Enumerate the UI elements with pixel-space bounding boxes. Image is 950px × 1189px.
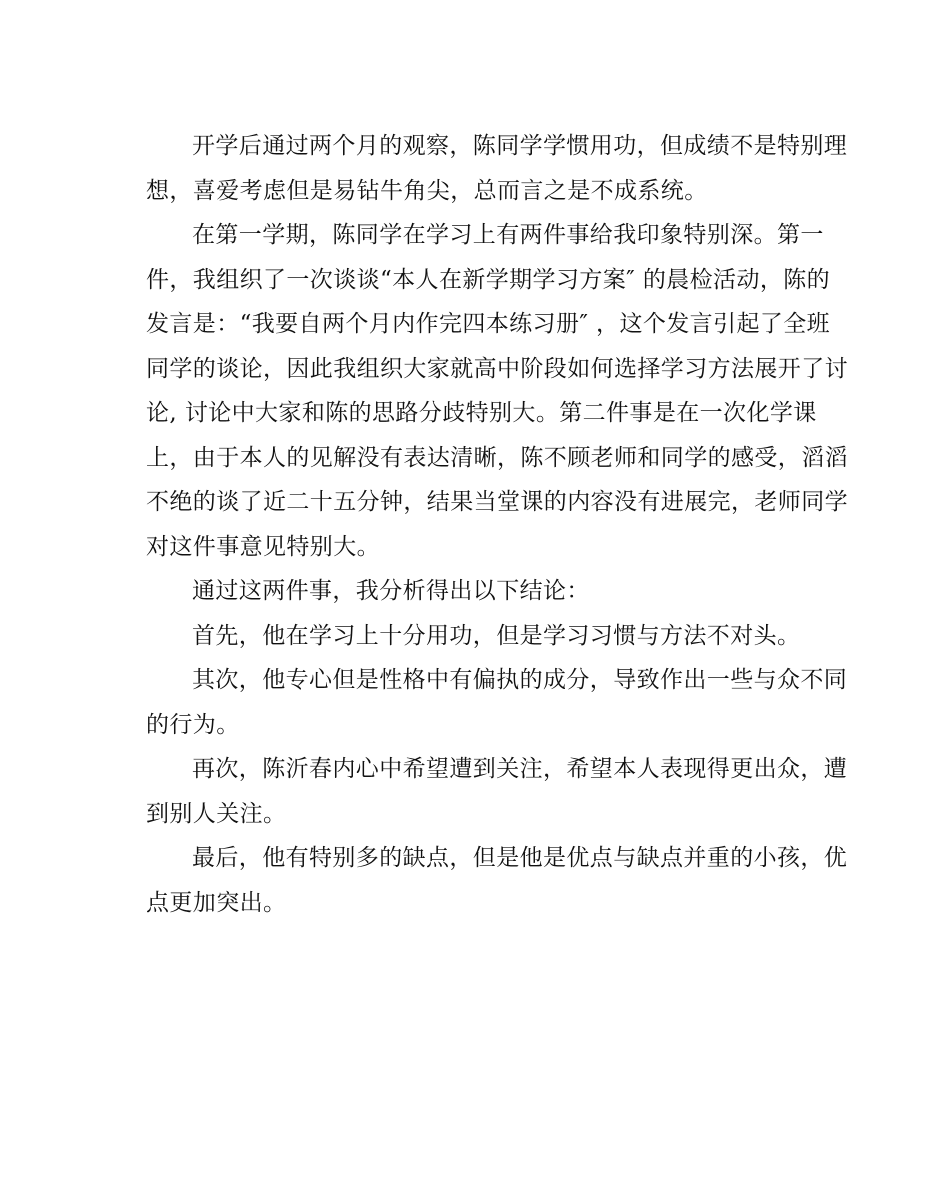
text-line: 想，喜爱考虑但是易钻牛角尖，总而言之是不成系统。: [146, 177, 708, 204]
text-line: 发言是：“我要自两个月内作完四本练习册″ ，这个发言引起了全班: [146, 311, 831, 337]
text-line: 在第一学期，陈同学在学习上有两件事给我印象特别深。第一: [192, 222, 824, 248]
text-line: 再次，陈沂春内心中希望遭到关注，希望本人表现得更出众，遭: [192, 756, 848, 782]
text-line: 件，我组织了一次谈谈“本人在新学期学习方案″ 的晨检活动，陈的: [146, 266, 831, 293]
text-line: 的行为。: [146, 711, 240, 738]
text-line: 最后，他有特别多的缺点，但是他是优点与缺点并重的小孩，优: [192, 845, 848, 871]
text-line: 通过这两件事，我分析得出以下结论：: [192, 578, 590, 604]
text-line: 首先，他在学习上十分用功，但是学习习惯与方法不对头。: [192, 622, 801, 649]
text-line: 论, 讨论中大家和陈的思路分歧特别大。第二件事是在一次化学课: [146, 400, 817, 426]
text-line: 其次，他专心但是性格中有偏执的成分，导致作出一些与众不同: [192, 667, 848, 693]
text-line: 到别人关注。: [146, 800, 287, 827]
text-line: 点更加突出。: [146, 889, 287, 916]
text-line: 开学后通过两个月的观察，陈同学学惯用功，但成绩不是特别理: [192, 133, 848, 159]
text-line: 上，由于本人的见解没有表达清晰，陈不顾老师和同学的感受，滔滔: [146, 444, 848, 471]
text-line: 不绝的谈了近二十五分钟，结果当堂课的内容没有进展完，老师同学: [146, 489, 848, 515]
text-line: 同学的谈论，因此我组织大家就高中阶段如何选择学习方法展开了讨: [146, 355, 848, 382]
text-line: 对这件事意见特别大。: [146, 533, 380, 560]
document-body: [146, 124, 848, 925]
